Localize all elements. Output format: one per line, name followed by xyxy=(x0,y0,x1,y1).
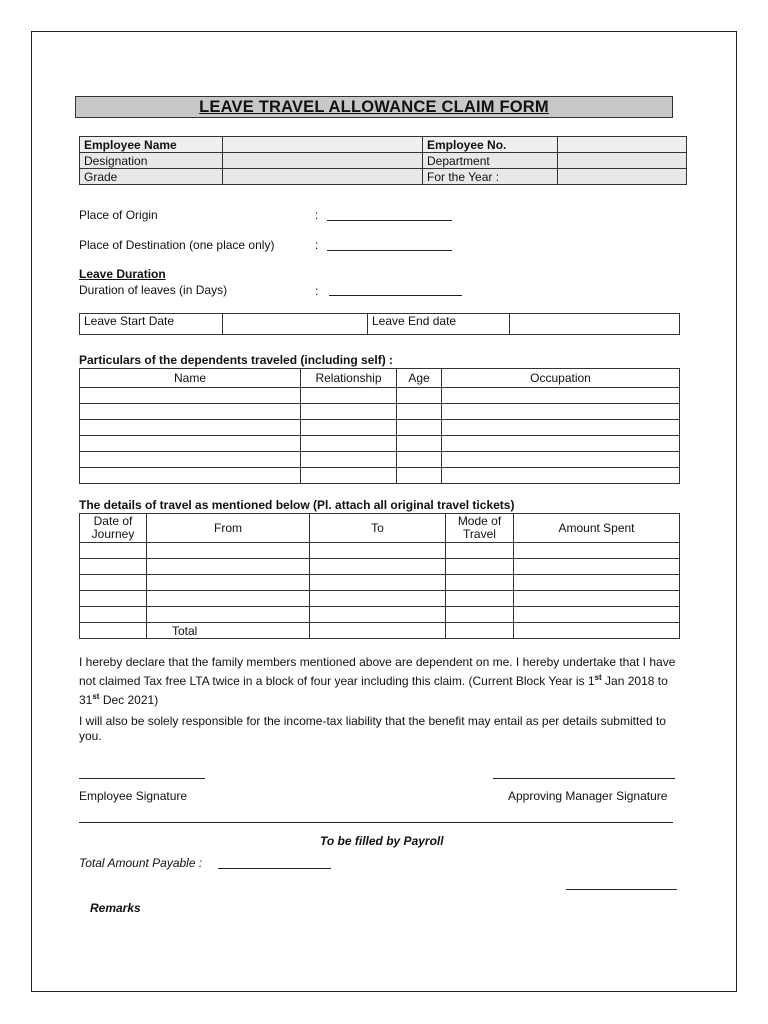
table-cell[interactable] xyxy=(80,468,301,484)
table-cell[interactable] xyxy=(147,575,310,591)
table-cell[interactable] xyxy=(514,591,680,607)
total-label: Total xyxy=(147,623,310,639)
duration-of-leaves-field[interactable] xyxy=(329,295,462,296)
table-cell[interactable] xyxy=(301,452,397,468)
table-cell[interactable] xyxy=(446,559,514,575)
leave-dates-table xyxy=(79,313,680,335)
leave-end-date-label: Leave End date xyxy=(368,314,510,335)
table-cell[interactable] xyxy=(301,388,397,404)
remarks-label: Remarks xyxy=(90,901,141,915)
employee-no-label: Employee No. xyxy=(423,137,558,153)
declaration-paragraph: I hereby declare that the family members mentioned above are dependent on me. I hereby undertake that I have not claimed Tax free LTA twice in a block of four year including this claim. (Current Block Year is 1st Jan 2018 to 31st Dec 2021) xyxy=(79,655,676,707)
table-row xyxy=(80,404,680,420)
leave-end-date-value[interactable] xyxy=(510,314,680,335)
table-cell[interactable] xyxy=(80,623,147,639)
table-cell[interactable] xyxy=(397,436,442,452)
table-cell[interactable] xyxy=(80,591,147,607)
table-cell[interactable] xyxy=(442,452,680,468)
table-row xyxy=(80,388,680,404)
table-cell[interactable] xyxy=(80,436,301,452)
table-row xyxy=(80,420,680,436)
designation-value[interactable] xyxy=(223,153,423,169)
table-cell[interactable] xyxy=(397,420,442,436)
table-cell[interactable] xyxy=(446,607,514,623)
table-row xyxy=(80,452,680,468)
table-cell[interactable] xyxy=(446,543,514,559)
total-row xyxy=(80,623,680,639)
total-amount-payable-label: Total Amount Payable : xyxy=(79,856,203,870)
employee-signature-line[interactable] xyxy=(79,778,205,779)
table-cell[interactable] xyxy=(147,607,310,623)
travel-table xyxy=(79,513,680,639)
liability-paragraph: I will also be solely responsible for the income-tax liability that the benefit may entail as per details submitted to you. xyxy=(79,714,666,743)
table-cell[interactable] xyxy=(397,404,442,420)
place-of-destination-label: Place of Destination (one place only) xyxy=(79,238,275,252)
dependents-table xyxy=(79,368,680,484)
table-cell[interactable] xyxy=(446,623,514,639)
manager-signature-line[interactable] xyxy=(493,778,675,779)
leave-start-date-value[interactable] xyxy=(223,314,368,335)
leave-duration-heading: Leave Duration xyxy=(79,267,166,281)
duration-of-leaves-label: Duration of leaves (in Days) xyxy=(79,283,228,297)
dependents-heading: Particulars of the dependents traveled (including self) : xyxy=(79,353,394,367)
table-row xyxy=(80,543,680,559)
table-cell[interactable] xyxy=(301,420,397,436)
column-header-relationship: Relationship xyxy=(301,369,397,388)
department-value[interactable] xyxy=(558,153,687,169)
table-cell[interactable] xyxy=(80,607,147,623)
table-cell[interactable] xyxy=(147,591,310,607)
designation-label: Designation xyxy=(80,153,223,169)
travel-heading: The details of travel as mentioned below (Pl. attach all original travel tickets) xyxy=(79,498,515,512)
divider xyxy=(79,822,673,823)
table-cell[interactable] xyxy=(442,388,680,404)
form-title: LEAVE TRAVEL ALLOWANCE CLAIM FORM xyxy=(75,96,673,118)
total-amount-payable-field[interactable] xyxy=(218,868,331,869)
for-the-year-label: For the Year : xyxy=(423,169,558,185)
table-row xyxy=(80,575,680,591)
table-cell[interactable] xyxy=(80,388,301,404)
employee-no-value[interactable] xyxy=(558,137,687,153)
table-cell[interactable] xyxy=(446,575,514,591)
table-cell[interactable] xyxy=(514,575,680,591)
table-cell[interactable] xyxy=(446,591,514,607)
colon: : xyxy=(315,238,319,252)
table-cell[interactable] xyxy=(442,468,680,484)
manager-signature-label: Approving Manager Signature xyxy=(508,789,668,803)
table-cell[interactable] xyxy=(80,452,301,468)
table-cell[interactable] xyxy=(147,559,310,575)
table-row xyxy=(80,607,680,623)
table-cell[interactable] xyxy=(310,543,446,559)
table-cell[interactable] xyxy=(514,559,680,575)
payroll-signature-line[interactable] xyxy=(566,889,677,890)
table-cell[interactable] xyxy=(80,404,301,420)
table-cell[interactable] xyxy=(442,420,680,436)
table-cell[interactable] xyxy=(310,607,446,623)
for-the-year-value[interactable] xyxy=(558,169,687,185)
place-of-destination-field[interactable] xyxy=(327,250,452,251)
grade-value[interactable] xyxy=(223,169,423,185)
table-row xyxy=(80,436,680,452)
colon: : xyxy=(315,208,319,222)
grade-label: Grade xyxy=(80,169,223,185)
place-of-origin-label: Place of Origin xyxy=(79,208,158,222)
column-header-amount-spent: Amount Spent xyxy=(514,514,680,543)
table-cell[interactable] xyxy=(301,468,397,484)
payroll-heading: To be filled by Payroll xyxy=(320,834,444,848)
table-cell[interactable] xyxy=(514,543,680,559)
column-header-age: Age xyxy=(397,369,442,388)
table-cell[interactable] xyxy=(147,543,310,559)
employee-info-table xyxy=(79,136,687,185)
table-cell[interactable] xyxy=(80,559,147,575)
table-cell[interactable] xyxy=(310,559,446,575)
column-header-mode-of-travel: Mode of Travel xyxy=(446,514,514,543)
table-cell[interactable] xyxy=(310,575,446,591)
table-cell[interactable] xyxy=(301,436,397,452)
table-cell[interactable] xyxy=(310,591,446,607)
total-amount-cell[interactable] xyxy=(514,623,680,639)
table-row xyxy=(80,591,680,607)
table-cell[interactable] xyxy=(397,388,442,404)
employee-name-label: Employee Name xyxy=(80,137,223,153)
table-cell[interactable] xyxy=(80,543,147,559)
column-header-from: From xyxy=(147,514,310,543)
department-label: Department xyxy=(423,153,558,169)
table-row xyxy=(80,559,680,575)
table-cell[interactable] xyxy=(397,468,442,484)
employee-name-value[interactable] xyxy=(223,137,423,153)
table-cell[interactable] xyxy=(442,404,680,420)
column-header-occupation: Occupation xyxy=(442,369,680,388)
table-cell[interactable] xyxy=(310,623,446,639)
colon: : xyxy=(315,284,319,298)
table-cell[interactable] xyxy=(397,452,442,468)
column-header-name: Name xyxy=(80,369,301,388)
employee-signature-label: Employee Signature xyxy=(79,789,188,803)
leave-start-date-label: Leave Start Date xyxy=(80,314,223,335)
column-header-to: To xyxy=(310,514,446,543)
table-row xyxy=(80,468,680,484)
table-cell[interactable] xyxy=(442,436,680,452)
table-cell[interactable] xyxy=(80,575,147,591)
place-of-origin-field[interactable] xyxy=(327,220,452,221)
table-cell[interactable] xyxy=(80,420,301,436)
table-cell[interactable] xyxy=(301,404,397,420)
table-cell[interactable] xyxy=(514,607,680,623)
column-header-date-of-journey: Date of Journey xyxy=(80,514,147,543)
